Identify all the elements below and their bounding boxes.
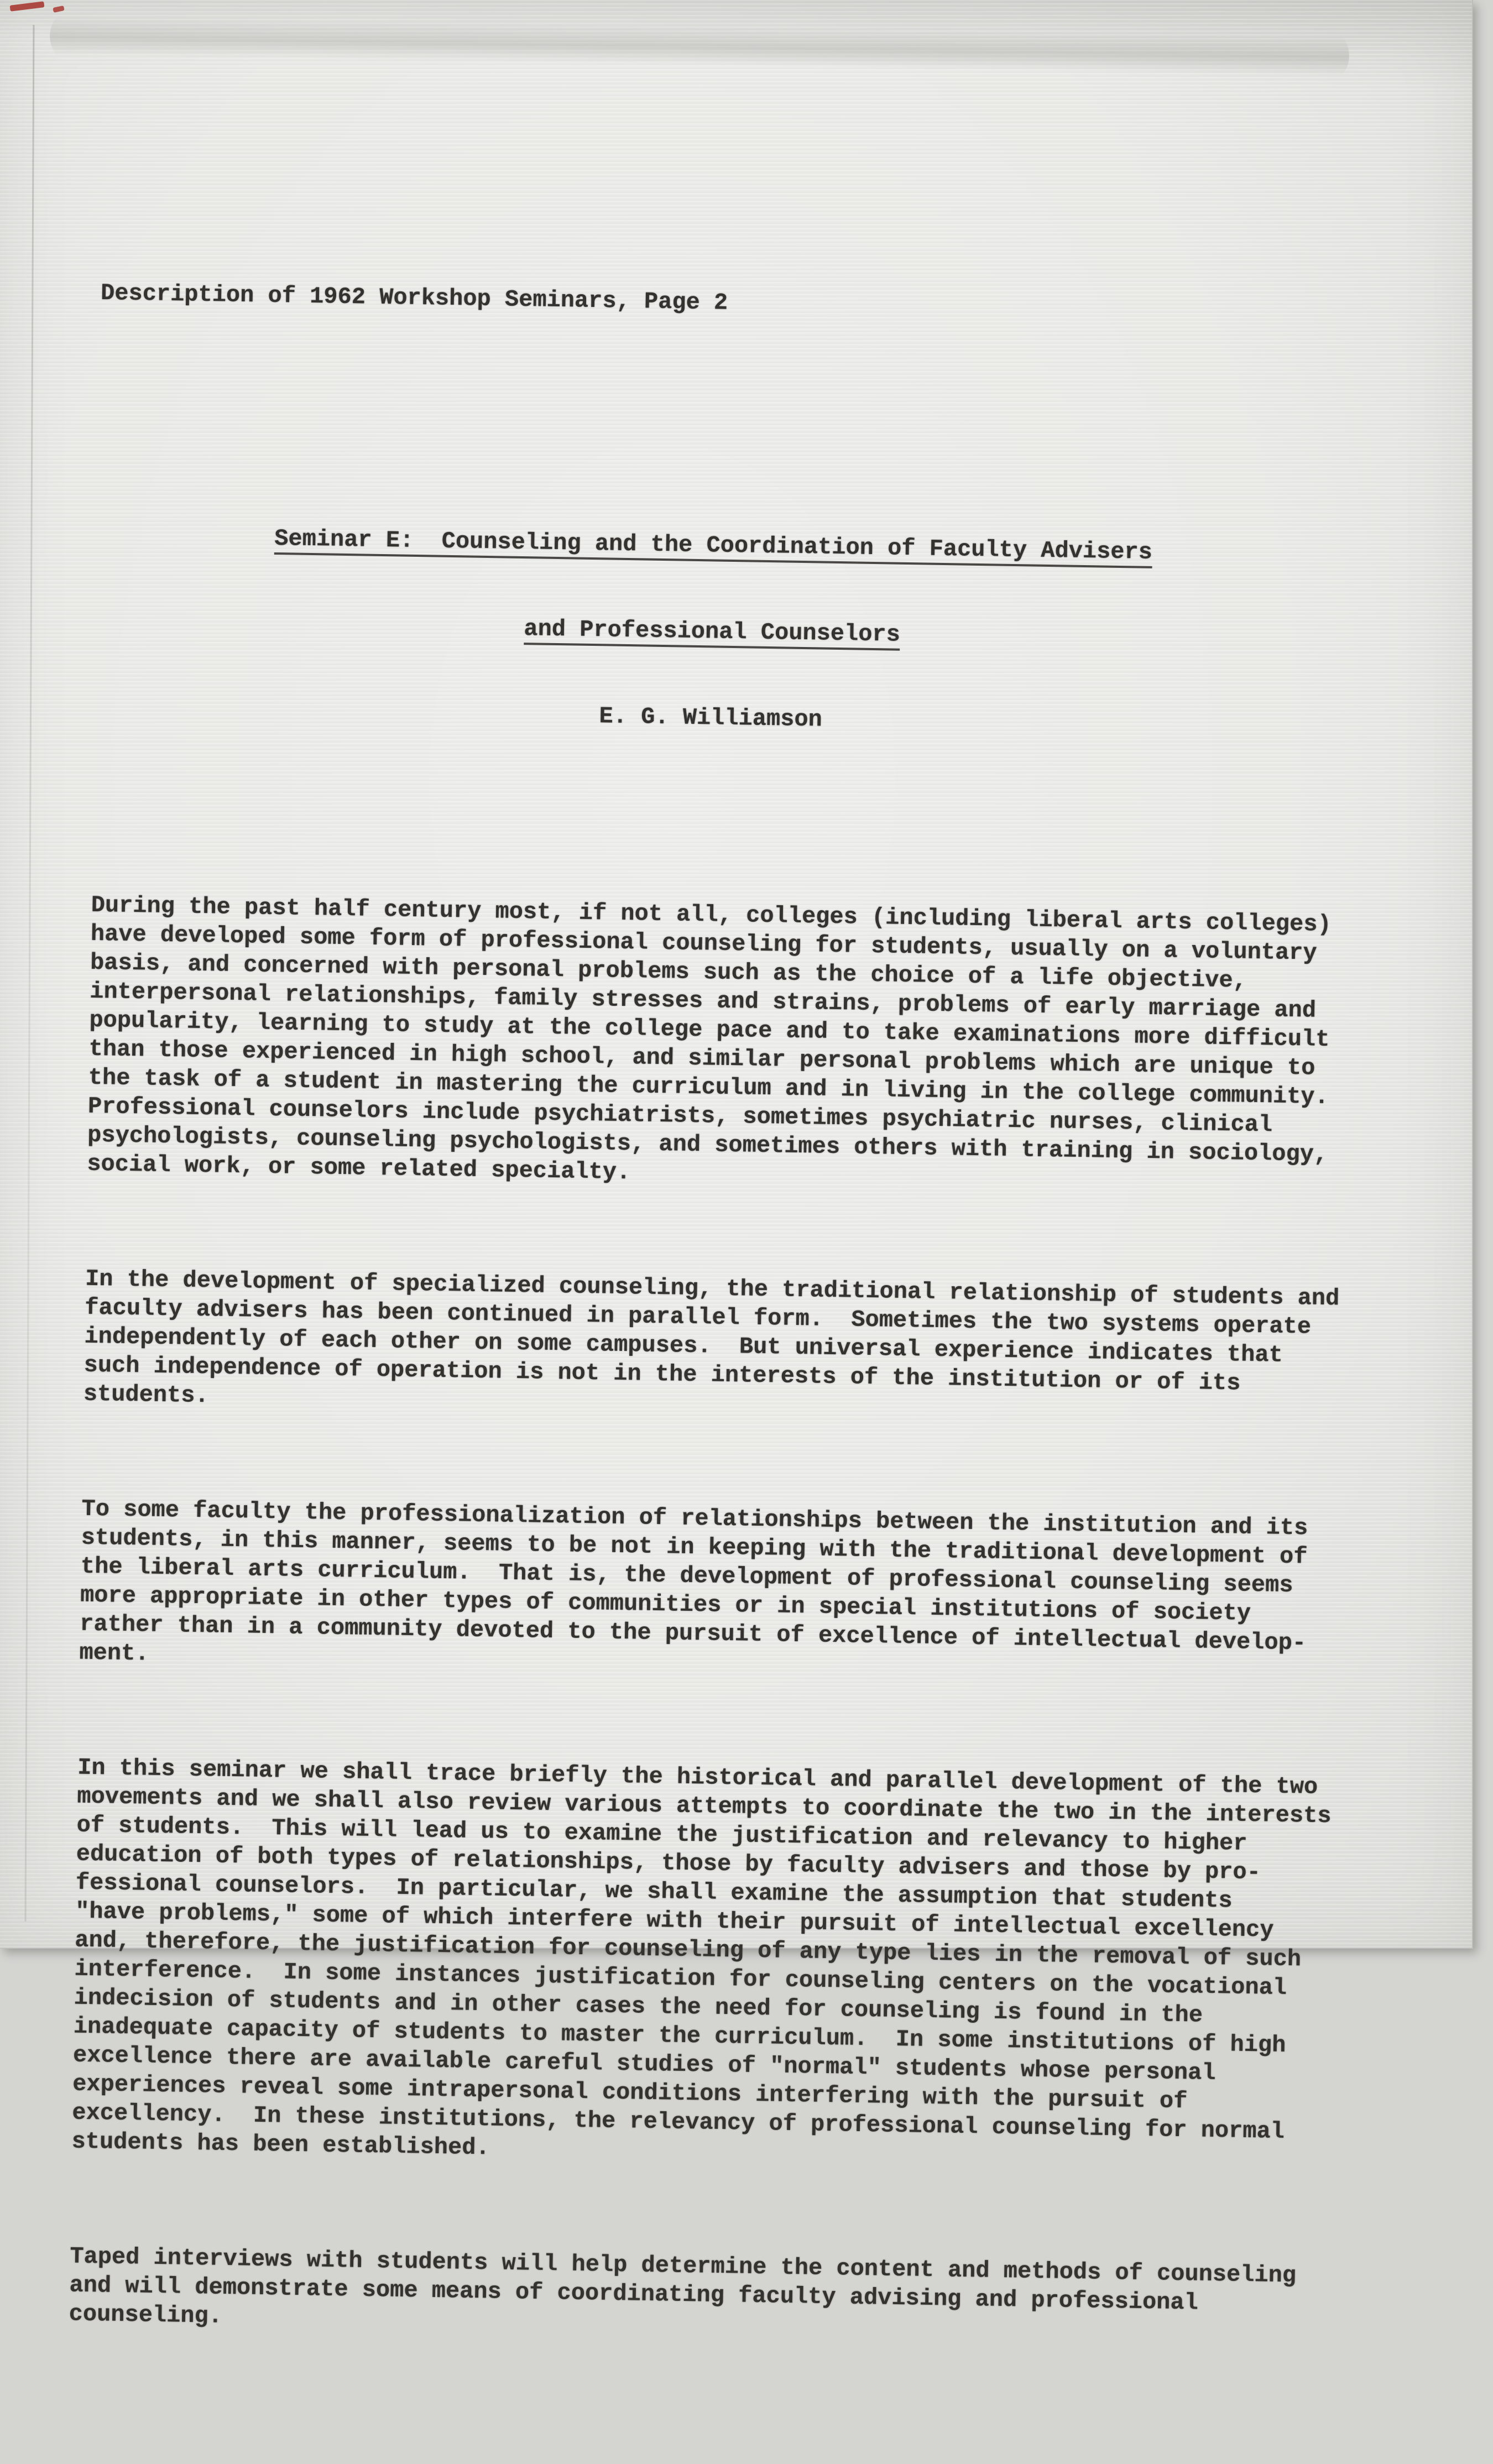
paragraph-4: In this seminar we shall trace briefly the historical and parallel development of the two movements and we shall also review various attempts to coordinate the two in the interests of students. This will lead us to examine the justification and relevancy to higher education of both types of relationships, those by faculty advisers and those by pro- fessional counselors. In particular, we shall examine the assumption that students "have problems," some of which interfere with their pursuit of intellectual excellency and, therefore, the justification for counseling of any type lies in the removal of such interference. In some instances justification for counseling centers on the vocational indecision of students and in other cases the need for counseling is found in the inadequate capacity of students to master the curriculum. In some institutions of high excellence there are available careful studies of "normal" students whose personal experiences reveal some intrapersonal conditions interfering with the pursuit of excellency. In these institutions, the relevancy of professional counseling for normal students has been established. <box>71 1754 1332 2162</box>
red-pen-mark <box>10 1 45 11</box>
paragraph-1: During the past half century most, if not all, colleges (including liberal arts colleges) have developed some form of professional counseling for students, usually on a voluntary basis, and concerned with personal problems such as the choice of a life objective, interpersonal relationships, family stresses and strains, problems of early marriage and popularity, learning to study at the college pace and to take examinations more difficult than those experienced in high school, and similar personal problems which are unique to the task of a student in mastering the curriculum and in living in the college community. Professional counselors include psychiatrists, sometimes psychiatric nurses, clinical psychologists, counseling psychologists, and sometimes others with training in sociology, social work, or some related specialty. <box>87 891 1332 1186</box>
seminar-title-text-2: and Professional Counselors <box>524 615 900 651</box>
seminar-title-line-1 <box>55 521 1372 570</box>
paper-edge-line <box>25 25 35 1922</box>
paragraph-5: Taped interviews with students will help determine the content and methods of counseling and will demonstrate some means of coordinating faculty advising and professional counseling. <box>69 2243 1297 2330</box>
seminar-title-block <box>51 463 1372 800</box>
seminar-byline: E. G. Williamson <box>599 703 823 733</box>
paragraph-3: To some faculty the professionalization of relationships between the institution and its students, in this manner, seems to be not in keeping with the traditional development of the liberal arts curriculum. That is, the development of professional counseling seems more appropriate in other types of communities or in special institutions of society rather than in a community devoted to the pursuit of excellence of intellectual develop- ment. <box>79 1495 1308 1667</box>
page-header: Description of 1962 Workshop Seminars, Page 2 <box>100 279 728 316</box>
typewritten-content <box>67 192 1418 2464</box>
seminar-title-text-1: Seminar E: Counseling and the Coordination of Faculty Advisers <box>274 525 1152 568</box>
scan-smudge <box>49 6 1349 87</box>
seminar-title-line-2 <box>54 607 1370 656</box>
paragraph-2: In the development of specialized counseling, the traditional relationship of students and faculty advisers has been continued in parallel form. Sometimes the two systems operate independently of each other on some campuses. But universal experience indicates that such independence of operation is not in the interests of the institution or of its students. <box>83 1265 1340 1410</box>
